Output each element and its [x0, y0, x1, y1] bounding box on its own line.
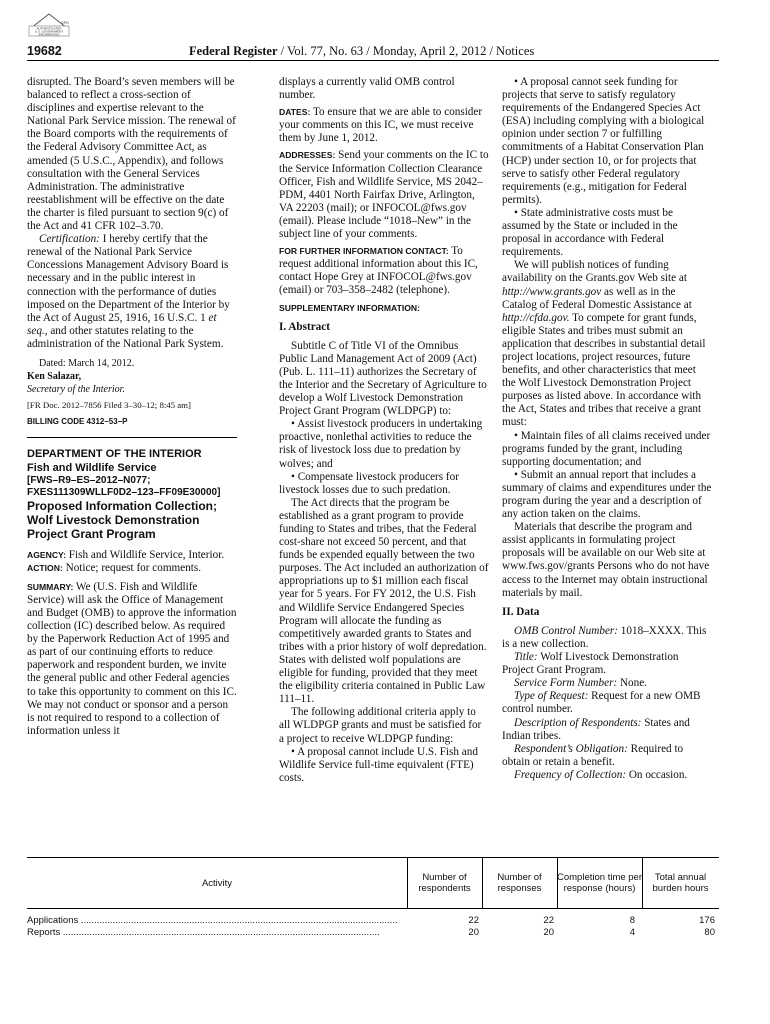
agency-text: Fish and Wildlife Service, Interior.: [66, 548, 225, 561]
running-head-title: Federal Register: [189, 44, 278, 58]
header-respondents: Number of respondents: [418, 872, 471, 894]
request-type-value: Request for a new OMB control number.: [502, 690, 701, 716]
frequency-value: On occasion.: [626, 768, 688, 781]
action-text: Notice; request for comments.: [62, 561, 202, 574]
action-paragraph: [27, 562, 237, 575]
header-responses: Number of responses: [497, 872, 542, 894]
title-label: Title:: [514, 651, 538, 664]
notice-title: Proposed Information Collection; Wolf Livestock Demonstration Project Grant Program: [27, 498, 218, 541]
activity-cell: Applications ........................................................................................................................: [27, 915, 398, 926]
burden-cell: 176: [699, 915, 715, 926]
ffi-text: To request additional information about this IC, contact Hope Grey at INFOCOL@fws.gov (email) or 703–358–2482 (telephone).: [279, 245, 478, 297]
column-1: [27, 76, 237, 738]
header-completion-time: Completion time per response (hours): [557, 872, 643, 894]
obligation-label: Respondent’s Obligation:: [514, 742, 628, 755]
activity-applications: Applications: [27, 915, 79, 926]
data-form-number: [502, 677, 712, 690]
frequency-label: Frequency of Collection:: [514, 768, 627, 781]
omb-value: 1018–XXXX. This is a new collection.: [502, 624, 707, 650]
table-row: [27, 915, 719, 927]
abstract-paragraph-1: Subtitle C of Title VI of the Omnibus Public Land Management Act of 2009 (Act) (Pub. L. 111–11) authorizes the Secretary of the Interior and the Secretary of Agriculture to develop a Wolf Livestock Demonstration Project Grant Program (WLDPGP) to:: [279, 339, 487, 418]
data-respondents: [502, 717, 712, 743]
grants-gov-link[interactable]: http://www.grants.gov: [502, 285, 602, 298]
bullet-compensate: • Compensate livestock producers for livestock losses due to such predation.: [279, 470, 459, 496]
publish-text-2: as well as in the Catalog of Federal Domestic Assistance at: [502, 285, 692, 311]
request-type-label: Type of Request:: [514, 690, 589, 703]
abstract-paragraph-3: The following additional criteria apply to all WLDPGP grants and must be satisfied for a project to receive WLDPGP funding:: [279, 706, 482, 745]
billing-code: BILLING CODE 4312–53–P: [27, 417, 128, 427]
bullet-maintain: • Maintain files of all claims received under programs funded by the grant, including supporting documentation; and: [502, 429, 711, 468]
table-header-row: [27, 858, 719, 909]
materials-paragraph: Materials that describe the program and assist applicants in formulating project proposals will be available on our Web site at www.fws.gov/grants Persons who do not have access to the Internet may obtain instructional materials by mail.: [502, 521, 710, 599]
data-title: [502, 651, 712, 677]
bullet-assist: • Assist livestock producers in undertaking proactive, nonlethal activities to reduce the risk of livestock loss due to predation by wolves; and: [279, 418, 483, 470]
bullet-admin-costs: • State administrative costs must be assumed by the State or included in the proposal in accordance with Federal requirements.: [502, 206, 678, 259]
burden-cell: 80: [704, 927, 715, 938]
supplementary-label: SUPPLEMENTARY INFORMATION:: [279, 302, 420, 313]
activity-cell: Reports ........................................................................................................................: [27, 927, 380, 938]
abstract-heading: I. Abstract: [279, 320, 330, 333]
summary-text: We (U.S. Fish and Wildlife Service) will ask the Office of Management and Budget (OMB) to approve the information collection (IC) described below. As required by the Paperwork Reduction Act of 1995 and as part of our continuing efforts to reduce paperwork and respondent burden, we invite the general public and other Federal agencies to take this opportunity to comment on this IC. We may not conduct or sponsor and a person is not required to respond to a collection of information unless it: [27, 580, 237, 737]
form-number-value: None.: [617, 677, 647, 690]
header-activity: Activity: [201, 877, 233, 889]
running-head-issue: / Vol. 77, No. 63 / Monday, April 2, 2012 / Notices: [277, 44, 535, 58]
dated-line: Dated: March 14, 2012.: [39, 357, 135, 369]
cfda-link[interactable]: http://cfda.gov.: [502, 311, 570, 324]
bullet-fte: • A proposal cannot include U.S. Fish and Wildlife Service full-time equivalent (FTE) costs.: [279, 745, 478, 784]
page-number: 19682: [27, 44, 62, 58]
certification-em: et seq.,: [27, 311, 217, 337]
data-omb: [502, 625, 712, 651]
docket-number: [FWS–R9–ES–2012–N077; FXES111309WLLF0D2–123–FF09E30000]: [27, 474, 221, 498]
agency-paragraph: [27, 549, 237, 562]
respondents-cell: 20: [468, 927, 479, 938]
data-obligation: [502, 743, 712, 769]
respondents-label: Description of Respondents:: [514, 716, 642, 729]
publish-text-1: We will publish notices of funding availability on the Grants.gov Web site at: [502, 259, 687, 285]
table-row: [27, 927, 719, 939]
addresses-paragraph: [279, 149, 489, 241]
dates-text: To ensure that we are able to consider your comments on this IC, we must receive them by June 1, 2012.: [279, 106, 483, 145]
ffi-paragraph: [279, 245, 489, 297]
responses-cell: 22: [543, 915, 554, 926]
obligation-value: Required to obtain or retain a benefit.: [502, 742, 684, 768]
responses-cell: 20: [543, 927, 554, 938]
bullet-report: • Submit an annual report that includes a summary of claims and expenditures under the program during the year and a description of any action taken on the claims.: [502, 468, 712, 521]
bullet-esa: • A proposal cannot seek funding for projects that serve to satisfy regulatory requirements of the Endangered Species Act (ESA) including complying with a biological opinion under section 7 or fulfilling commitments of a Habitat Conservation Plan (HCP) under section 10, or for projects that serve to satisfy other Federal regulatory requirements (e.g., mitigation for Federal permits).: [502, 76, 705, 206]
fr-doc-line: [FR Doc. 2012–7856 Filed 3–30–12; 8:45 am]: [27, 400, 191, 411]
header-burden-hours: Total annual burden hours: [652, 872, 709, 894]
department-heading: DEPARTMENT OF THE INTERIOR: [27, 448, 202, 461]
column-2: [279, 76, 489, 785]
summary-paragraph: [27, 581, 237, 738]
certification-label: Certification:: [39, 233, 100, 246]
addresses-label: ADDRESSES:: [279, 150, 336, 161]
dates-paragraph: [279, 106, 489, 145]
respondents-cell: 22: [468, 915, 479, 926]
logo-line-3: INFORMATION: [38, 32, 60, 37]
activity-reports: Reports: [27, 927, 61, 938]
signer-title: Secretary of the Interior.: [27, 384, 125, 396]
time-cell: 4: [629, 927, 635, 938]
respondents-value: States and Indian tribes.: [502, 716, 690, 742]
certification-text: I hereby certify that the renewal of the National Park Service Concessions Management Advisory Board is necessary and in the public interest in connection with the performance of duties imposed on the Department of the Interior by the Act of August 25, 1916, 16 U.S.C. 1: [27, 233, 230, 324]
addresses-text: Send your comments on the IC to the Service Information Collection Clearance Officer, Fish and Wildlife Service, MS 2042–PDM, 4401 North Fairfax Drive, Arlington, VA 22203 (mail); or INFOCOL@fws.gov (email). Please include “1018–New” in the subject line of your comments.: [279, 149, 489, 241]
summary-label: SUMMARY:: [27, 581, 74, 592]
gpo-authenticated-logo: [27, 8, 71, 38]
agency-heading: Fish and Wildlife Service: [27, 461, 157, 474]
ffi-label: FOR FURTHER INFORMATION CONTACT:: [279, 246, 449, 257]
logo-line-4: GPO: [61, 21, 69, 25]
c2-paragraph-1: displays a currently valid OMB control number.: [279, 76, 455, 102]
signer-name: Ken Salazar,: [27, 371, 82, 383]
certification-tail: and other statutes relating to the administration of the National Park System.: [27, 324, 224, 350]
certification-paragraph: [27, 233, 237, 351]
form-number-label: Service Form Number:: [514, 677, 618, 690]
title-value: Wolf Livestock Demonstration Project Grant Program.: [502, 651, 679, 677]
column-3: [502, 76, 712, 782]
burden-table: [27, 857, 719, 939]
logo-line-1: AUTHENTICATED: [36, 26, 62, 31]
omb-label: OMB Control Number:: [514, 624, 618, 637]
data-heading: II. Data: [502, 605, 540, 618]
dates-label: DATES:: [279, 107, 311, 118]
data-frequency: [502, 769, 712, 782]
abstract-paragraph-2: The Act directs that the program be established as a grant program to provide funding to States and tribes, that the Federal cost-share not exceed 50 percent, and that funds be expended equally between the two purposes. The Act included an authorization of appropriations up to $1 million each fiscal year for 5 years. For FY 2012, the U.S. Fish and Wildlife Service Endangered Species Program will allocate the funding as competitively awarded grants to States and tribes with a prior history of wolf depredation. States with delisted wolf populations are eligible for funding, provided that they meet the eligibility criteria contained in Public Law 111–11.: [279, 496, 489, 706]
page-header: [27, 44, 719, 61]
action-label: ACTION:: [27, 562, 63, 573]
c1-paragraph-1: disrupted. The Board’s seven members will be balanced to reflect a cross-section of disciplines and expertise relevant to the National Park Service mission. The renewal of the Board comports with the requirements of the Federal Advisory Committee Act, as amended (5 U.S.C., Appendix), and follows consultation with the General Services Administration. The administrative reestablishment will be effective on the date the charter is filed pursuant to section 9(c) of the Act and 41 CFR 102–3.70.: [27, 76, 236, 233]
data-request-type: [502, 690, 712, 716]
logo-line-2: U.S. GOVERNMENT: [34, 29, 64, 34]
publish-text-3: To compete for grant funds, eligible States and tribes must submit an application that describes in substantial detail project locations, project resources, future benefits, and other characteristics that meet the Wolf Livestock Demonstration Project purposes as listed above. In accordance with the Act, States and tribes that receive a grant must:: [502, 311, 706, 429]
running-head: [189, 44, 534, 59]
agency-label: AGENCY:: [27, 549, 66, 560]
publish-paragraph: [502, 259, 712, 429]
time-cell: 8: [629, 915, 635, 926]
